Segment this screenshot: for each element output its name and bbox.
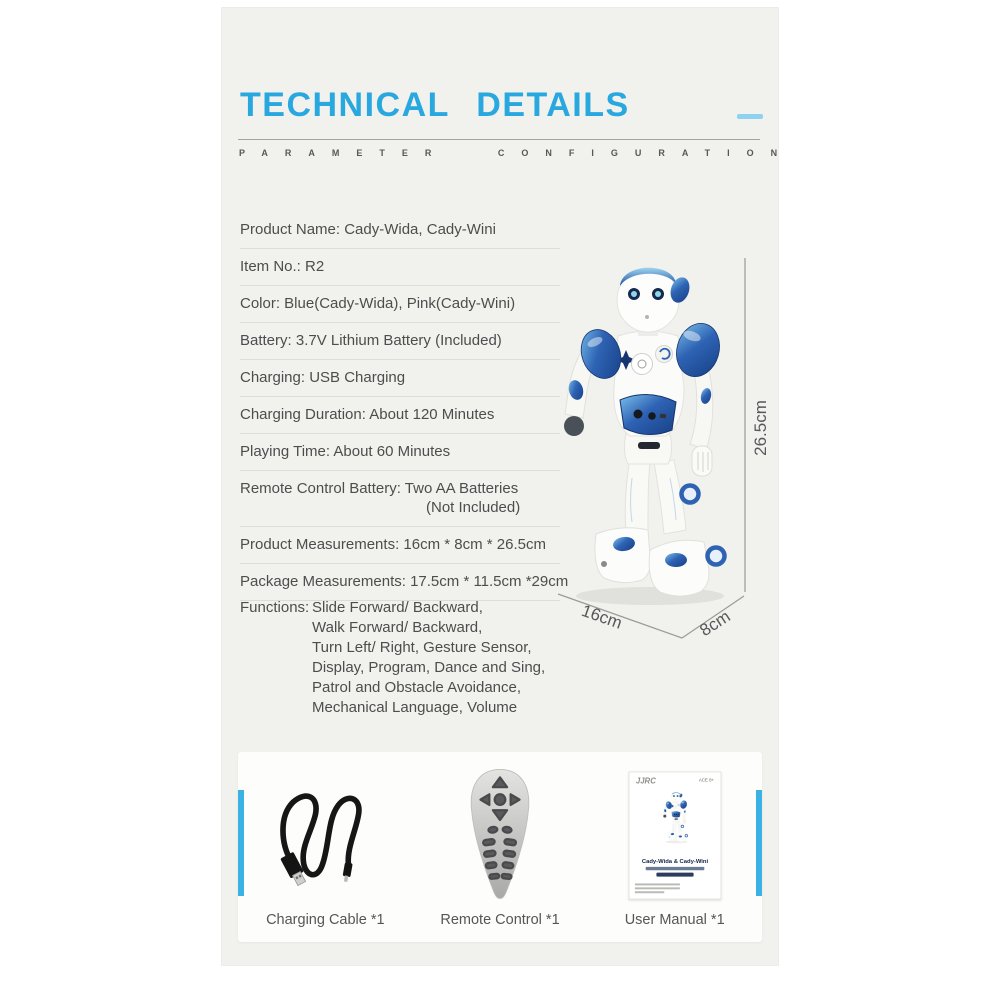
included-items-card [238,752,762,942]
spec-row-charging [240,360,560,397]
included-item-charging-cable [238,752,413,942]
functions-label: Functions: [240,599,310,616]
spec-text: Charging: USB Charging [240,369,406,386]
spec-text: Color: Blue(Cady-Wida), Pink(Cady-Wini) [240,295,516,312]
spec-text: Remote Control Battery: Two AA Batteries [240,480,519,497]
spec-row-color [240,286,560,323]
height-label: 26.5cm [751,400,770,456]
width-label: 16cm [579,600,625,633]
spec-row-battery [240,323,560,360]
user-manual-caption: User Manual *1 [624,912,725,928]
included-item-user-manual [587,752,762,942]
spec-list [240,212,569,601]
charging-cable-image [260,766,390,906]
manual-brand-logo: JJRC [635,776,656,786]
spec-row-charging-duration [240,397,560,434]
spec-text: Product Name: Cady-Wida, Cady-Wini [240,221,496,238]
functions-lines [312,598,545,718]
charging-cable-caption: Charging Cable *1 [266,912,385,928]
spec-text: Item No.: R2 [240,258,325,275]
page-subtitle: PARAMETER CONFIGURATION [239,148,795,158]
spec-text: Charging Duration: About 120 Minutes [240,406,495,423]
spec-row-product-name [240,212,560,249]
functions-line: Turn Left/ Right, Gesture Sensor, [312,639,532,656]
accent-bar-left [238,790,244,896]
functions-block [240,598,570,718]
user-manual-image [626,766,724,906]
spec-text: Product Measurements: 16cm * 8cm * 26.5cm [240,536,546,553]
manual-title: Cady-Wida & Cady-Wini [641,858,708,865]
spec-row-item-no [240,249,560,286]
depth-label: 8cm [696,606,734,641]
spec-row-remote-battery [240,471,560,527]
remote-control-caption: Remote Control *1 [440,912,560,928]
spec-text: Battery: 3.7V Lithium Battery (Included) [240,332,502,349]
spec-row-product-measurements [240,527,560,564]
functions-line: Walk Forward/ Backward, [312,619,483,636]
functions-line: Patrol and Obstacle Avoidance, [312,679,522,696]
dimension-overlay [538,238,780,658]
spec-row-playing-time [240,434,560,471]
included-item-remote-control [413,752,588,942]
accent-dash [737,114,763,119]
functions-line: Mechanical Language, Volume [312,699,518,716]
spec-row-package-measurements [240,564,569,601]
header-divider [238,139,760,140]
spec-text: Playing Time: About 60 Minutes [240,443,451,460]
spec-text-continuation: (Not Included) [426,499,521,516]
accent-bar-right [756,790,762,896]
remote-control-image [460,766,540,906]
page-title: TECHNICAL DETAILS [240,86,630,124]
manual-age-badge: ACE 8+ [698,777,714,783]
functions-line: Display, Program, Dance and Sing, [312,659,546,676]
functions-line: Slide Forward/ Backward, [312,599,483,616]
spec-text: Package Measurements: 17.5cm * 11.5cm *29cm [240,573,569,590]
